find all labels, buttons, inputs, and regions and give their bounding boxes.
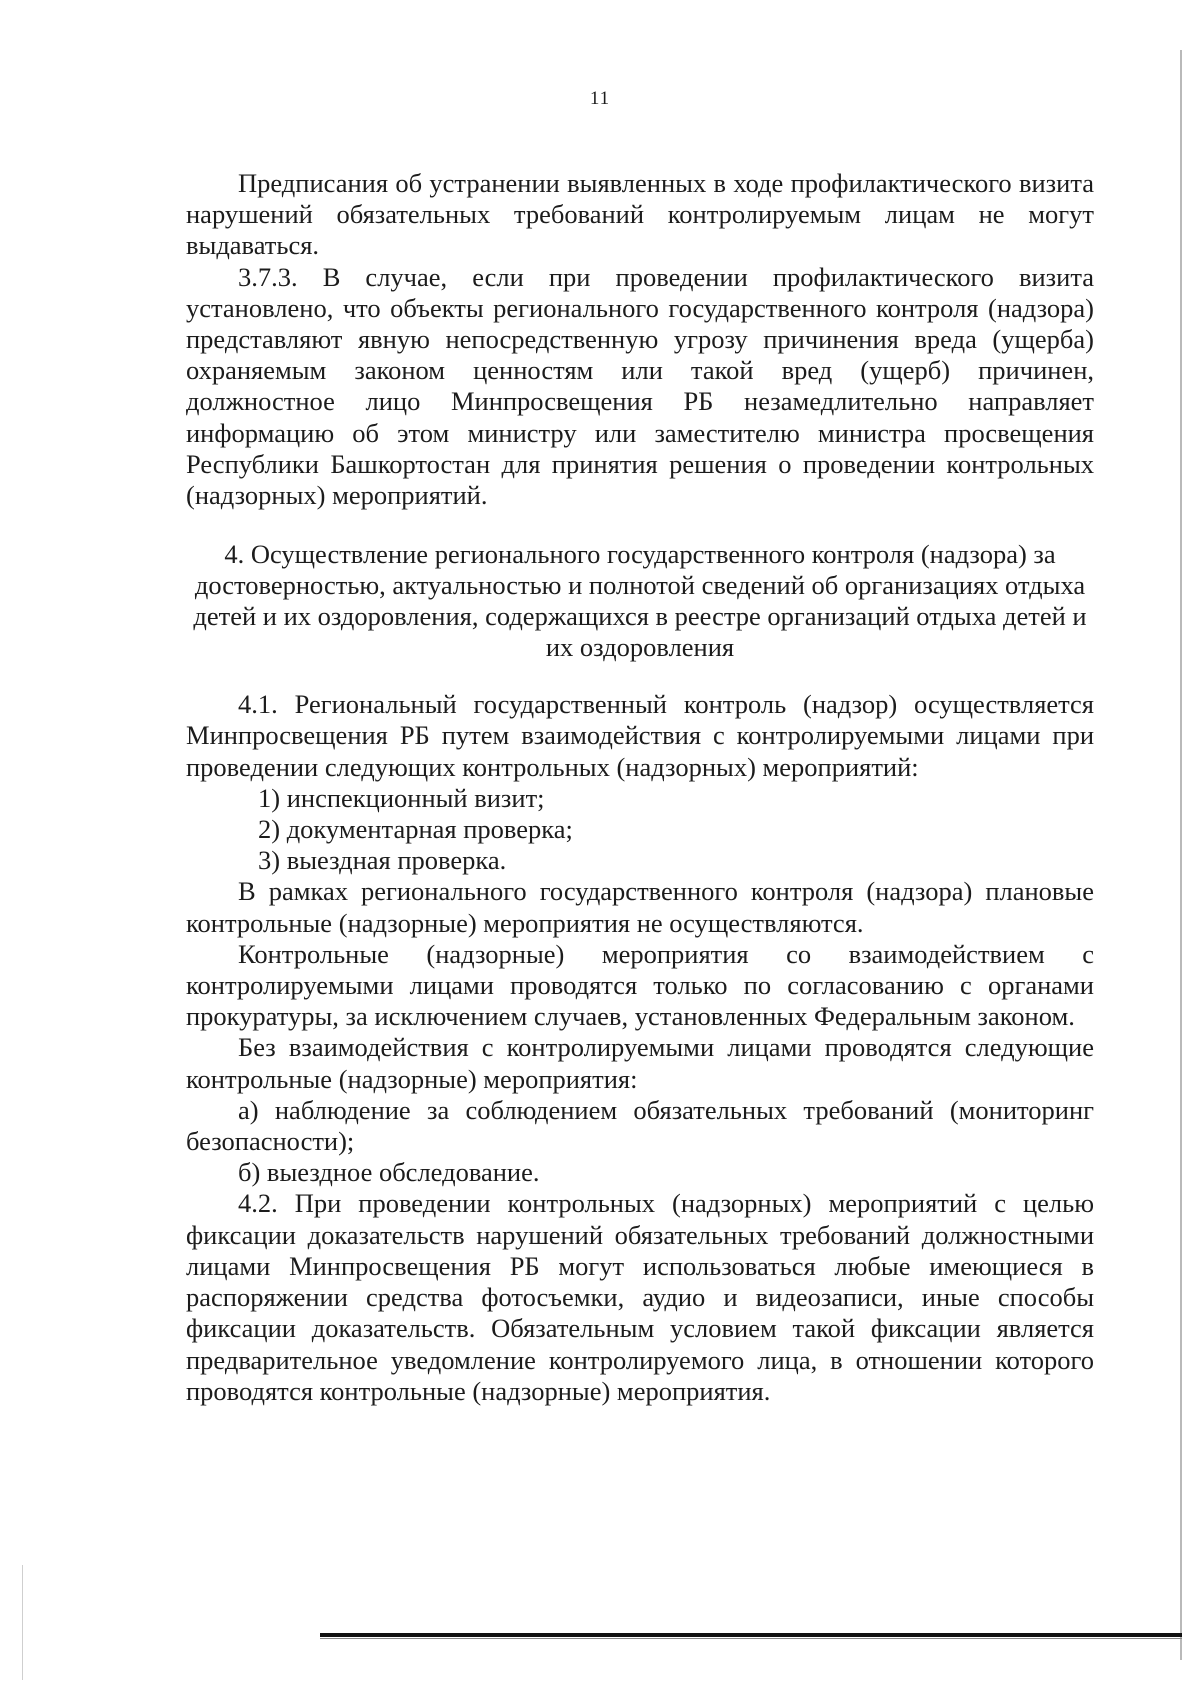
paragraph-prosecutor-approval: Контрольные (надзорные) мероприятия со взаимодействием с контролируемыми лицами проводятся только по согласованию с органами прокуратуры, за исключением случаев, установленных Федеральным законом. xyxy=(186,938,1094,1032)
paragraph-without-interaction: Без взаимодействия с контролируемыми лицами проводятся следующие контрольные (надзорные) мероприятия: xyxy=(186,1032,1094,1094)
document-body xyxy=(186,168,1094,1407)
paragraph-prescriptions: Предписания об устранении выявленных в ходе профилактического визита нарушений обязательных требований контролируемым лицам не могут выдаваться. xyxy=(186,168,1094,261)
scan-edge-left xyxy=(22,1565,23,1680)
paragraph-planned-measures: В рамках регионального государственного контроля (надзора) плановые контрольные (надзорные) мероприятия не осуществляются. xyxy=(186,876,1094,938)
scan-bottom-line xyxy=(320,1638,1182,1639)
paragraph-monitoring: а) наблюдение за соблюдением обязательных требований (мониторинг безопасности); xyxy=(186,1094,1094,1157)
paragraph-3-7-3: 3.7.3. В случае, если при проведении профилактического визита установлено, что объекты регионального государственного контроля (надзора) представляют явную непосредственную угрозу причинения вреда (ущерба) охраняемым законом ценностям или такой вред (ущерб) причинен, должностное лицо Минпросвещения РБ незамедлительно направляет информацию об этом министру или заместителю министра просвещения Республики Башкортостан для принятия решения о проведении контрольных (надзорных) мероприятий. xyxy=(186,261,1094,511)
scan-edge-right xyxy=(1180,50,1182,1660)
list-item-inspection-visit: 1) инспекционный визит; xyxy=(258,782,545,813)
paragraph-4-1: 4.1. Региональный государственный контроль (надзор) осуществляется Минпросвещения РБ путем взаимодействия с контролируемыми лицами при проведении следующих контрольных (надзорных) мероприятий: xyxy=(186,689,1094,782)
paragraph-4-2: 4.2. При проведении контрольных (надзорных) мероприятий с целью фиксации доказательств нарушений обязательных требований должностными лицами Минпросвещения РБ могут использоваться любые имеющиеся в распоряжении средства фотосъемки, аудио и видеозаписи, иные способы фиксации доказательств. Обязательным условием такой фиксации является предварительное уведомление контролируемого лица, в отношении которого проводятся контрольные (надзорные) мероприятия. xyxy=(186,1188,1094,1406)
list-item-field-check: 3) выездная проверка. xyxy=(258,845,507,876)
paragraph-field-survey: б) выездное обследование. xyxy=(238,1157,540,1188)
scan-bottom-bar xyxy=(320,1633,1182,1637)
page-number: 11 xyxy=(589,88,611,109)
list-item-documentary-check: 2) документарная проверка; xyxy=(258,814,573,845)
section-heading-4: 4. Осуществление регионального государственного контроля (надзора) за достоверностью, актуальностью и полнотой сведений об организациях отдыха детей и их оздоровления, содержащихся в реестре организаций отдыха детей и их оздоровления xyxy=(193,539,1087,663)
